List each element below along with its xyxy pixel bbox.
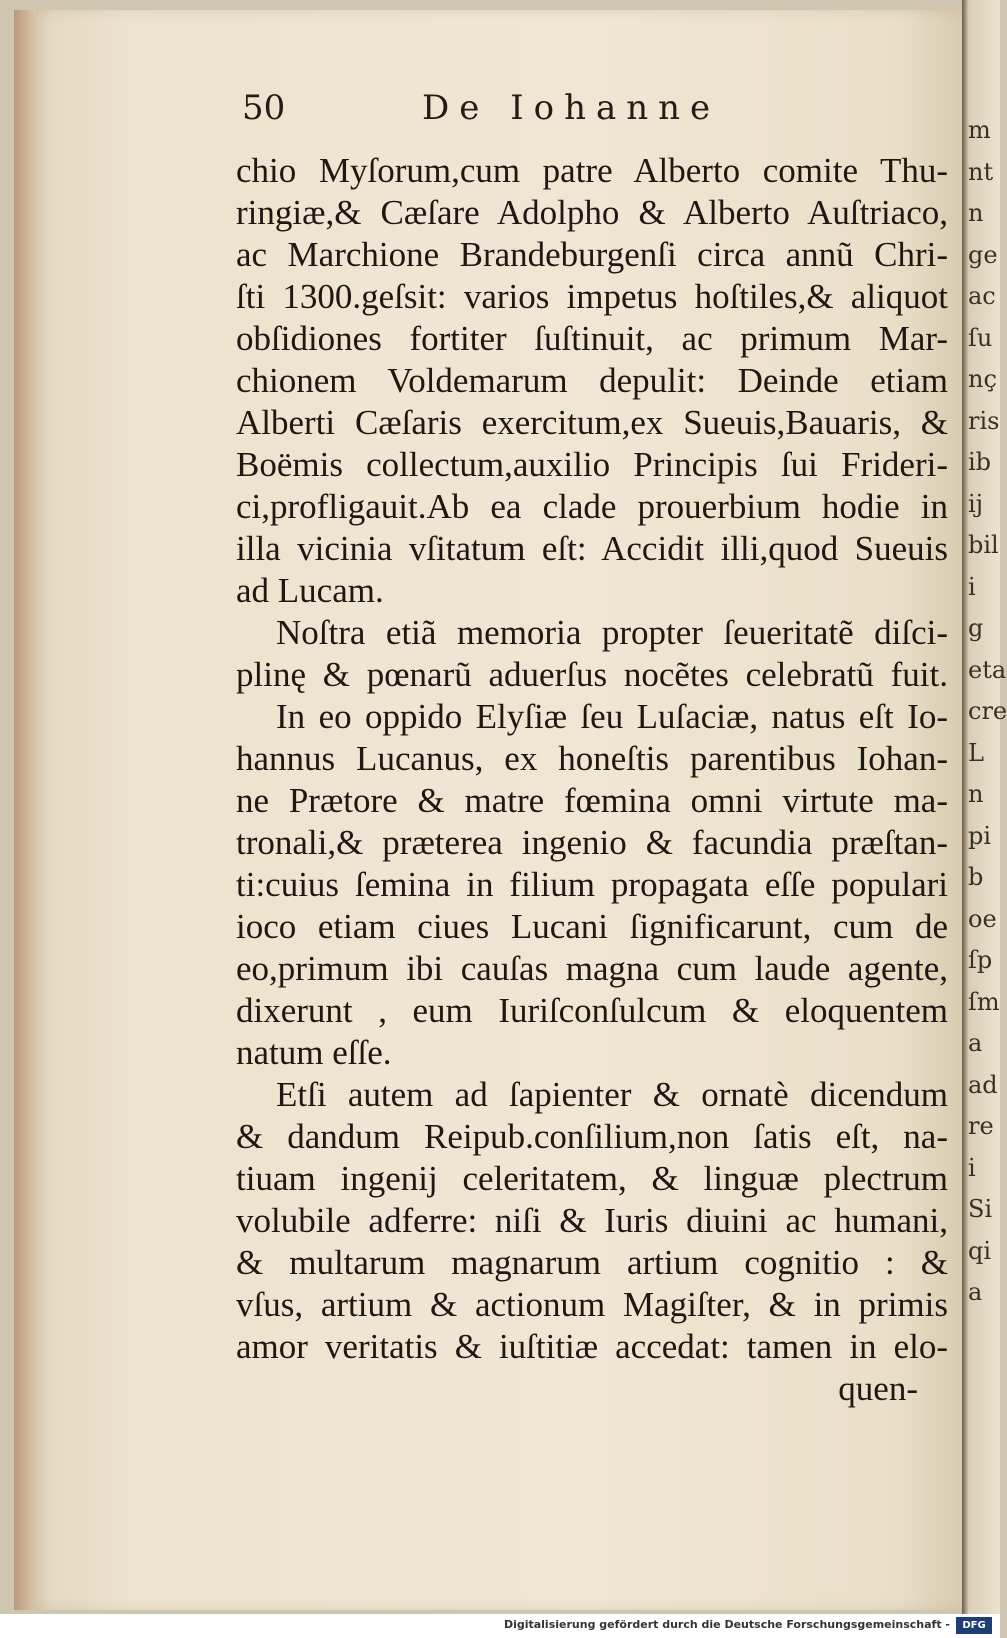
- text-line: natum eſſe.: [236, 1033, 392, 1072]
- text-line: obſidiones fortiter ſuſtinuit, ac primum Mar-: [236, 319, 948, 358]
- facing-fragment: ij: [968, 489, 984, 518]
- facing-fragment: qi: [968, 1236, 992, 1265]
- book-page: [14, 10, 972, 1610]
- text-line: tronali,& præterea ingenio & facundia præſtan-: [236, 823, 948, 862]
- facing-fragment: a: [968, 1029, 983, 1057]
- paragraph-start-line: Etſi autem ad ſapienter & ornatè dicendum: [276, 1075, 948, 1114]
- catchword: quen-: [838, 1369, 918, 1408]
- text-line: chionem Voldemarum depulit: Deinde etiam: [236, 361, 948, 400]
- text-line: ti:cuius ſemina in filium propagata eſſe populari: [236, 865, 948, 904]
- text-line: eo,primum ibi cauſas magna cum laude agente,: [236, 949, 948, 988]
- text-line: ne Prætore & matre fœmina omni virtute ma-: [236, 781, 948, 820]
- facing-fragment: ris: [968, 406, 1000, 435]
- facing-fragment: pi: [968, 821, 992, 850]
- page-gutter-edge: [14, 10, 36, 1610]
- facing-fragment: ge: [968, 240, 998, 269]
- text-line: ringiæ,& Cæſare Adolpho & Alberto Auſtriaco,: [236, 193, 948, 232]
- page-number: 50: [242, 88, 286, 128]
- text-line: vſus, artium & actionum Magiſter, & in primis: [236, 1285, 948, 1324]
- text-line: volubile adferre: niſi & Iuris diuini ac humani,: [236, 1201, 948, 1240]
- facing-fragment: ſu: [968, 323, 993, 352]
- facing-fragment: nç: [968, 365, 997, 393]
- facing-fragment: g: [968, 614, 984, 642]
- facing-fragment: ſp: [968, 946, 993, 974]
- facing-fragment: Si: [968, 1195, 993, 1223]
- facing-fragment: ib: [968, 448, 992, 476]
- facing-fragment: oe: [968, 904, 997, 933]
- facing-fragment: n: [968, 199, 984, 227]
- text-line: ci,profligauit.Ab ea clade prouerbium hodie in: [236, 487, 948, 526]
- text-line: plinę & pœnarũ aduerſus nocẽtes celebratũ fuit.: [236, 655, 948, 694]
- text-line: ſti 1300.geſsit: varios impetus hoſtiles,& aliquot: [236, 277, 948, 316]
- text-line: & dandum Reipub.conſilium,non ſatis eſt, na-: [236, 1117, 948, 1156]
- facing-fragment: ſm: [968, 987, 1000, 1016]
- text-line: ioco etiam ciues Lucani ſignificarunt, cum de: [236, 907, 948, 946]
- text-line: amor veritatis & iuſtitiæ accedat: tamen in elo-: [236, 1327, 948, 1366]
- text-line: & multarum magnarum artium cognitio : &: [236, 1243, 948, 1282]
- facing-fragment: cre: [968, 697, 1007, 725]
- facing-page-edge: [962, 0, 1007, 1638]
- facing-fragment: nt: [968, 157, 994, 186]
- facing-fragment: i: [968, 572, 976, 601]
- text-line: Alberti Cæſaris exercitum,ex Sueuis,Bauaris, &: [236, 403, 948, 442]
- facing-fragment: eta: [968, 655, 1007, 684]
- facing-fragment: re: [968, 1112, 994, 1140]
- text-line: dixerunt , eum Iuriſconſulcum & eloquentem: [236, 991, 948, 1030]
- text-line: tiuam ingenij celeritatem, & linguæ plectrum: [236, 1159, 948, 1198]
- facing-fragment: ad: [968, 1070, 998, 1099]
- dfg-logo: DFG: [956, 1617, 992, 1634]
- facing-fragment: bil: [968, 531, 999, 559]
- digitization-footer: [0, 1614, 1000, 1638]
- page-header: [242, 88, 822, 138]
- running-title: De Iohanne: [422, 88, 721, 128]
- facing-fragment: i: [968, 1153, 976, 1182]
- facing-fragment: m: [968, 116, 991, 144]
- facing-fragment: ac: [968, 282, 996, 310]
- text-line: chio Myſorum,cum patre Alberto comite Thu-: [236, 151, 948, 190]
- facing-fragment: b: [968, 863, 984, 891]
- text-line: illa vicinia vſitatum eſt: Accidit illi,quod Sueuis: [236, 529, 948, 568]
- text-line: Boëmis collectum,auxilio Principis ſui Frideri-: [236, 445, 948, 484]
- text-line: ac Marchione Brandeburgenſi circa annũ Chri-: [236, 235, 948, 274]
- paragraph-start-line: Noſtra etiã memoria propter ſeueritatẽ diſci-: [276, 613, 948, 652]
- body-text: [236, 150, 948, 1410]
- facing-fragment: L: [968, 738, 984, 767]
- text-line: ad Lucam.: [236, 571, 384, 610]
- paragraph-start-line: In eo oppido Elyſiæ ſeu Luſaciæ, natus eſt Io-: [276, 697, 948, 736]
- facing-fragment: a: [968, 1278, 983, 1306]
- funding-credit: Digitalisierung gefördert durch die Deutsche Forschungsgemeinschaft -: [503, 1618, 950, 1631]
- facing-fragment: n: [968, 780, 984, 808]
- text-line: hannus Lucanus, ex honeſtis parentibus Iohan-: [236, 739, 948, 778]
